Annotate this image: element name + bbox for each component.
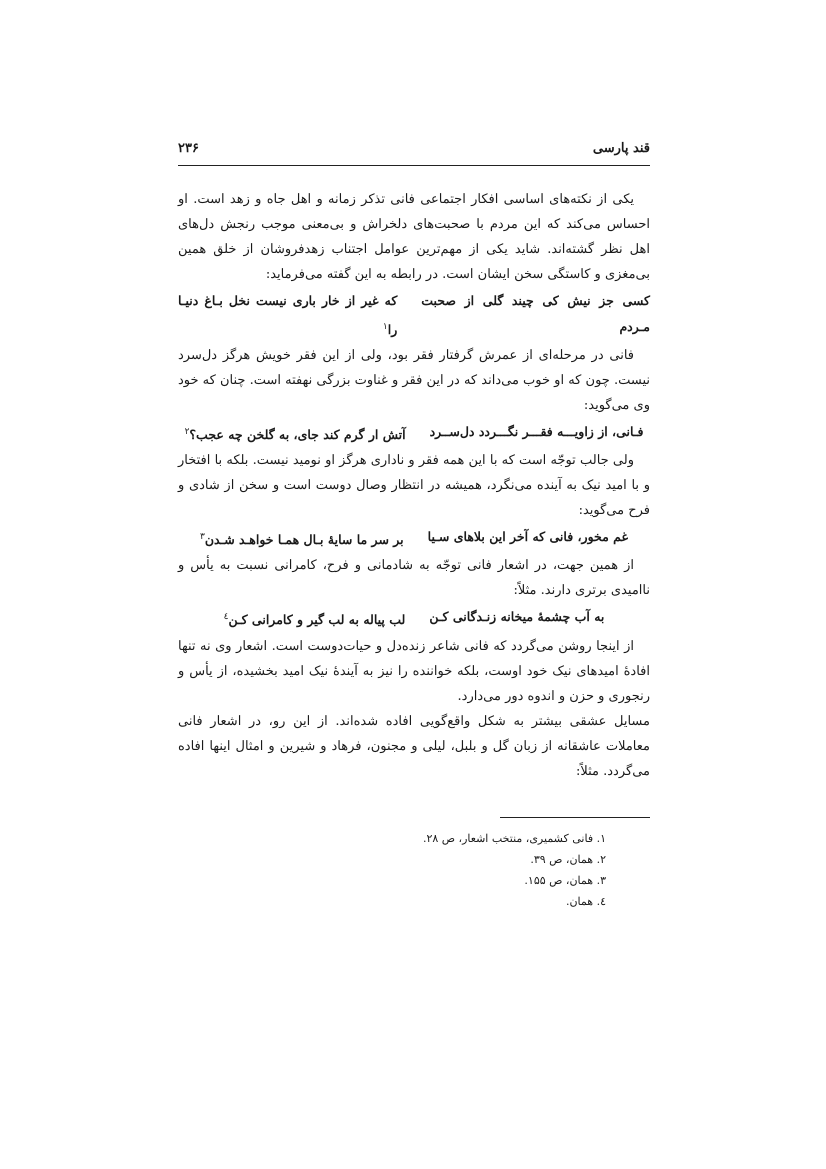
book-page bbox=[178, 0, 650, 1169]
page-header bbox=[178, 141, 650, 166]
verse-1-hemistich-2: که غیر از خار باری نیست نخل بـاغ دنیـا را$^۱$ bbox=[178, 293, 398, 338]
footnote-separator bbox=[500, 817, 650, 818]
verse-4 bbox=[178, 604, 650, 633]
verse-4-hemistich-1: به آب چشمهٔ میخانه زنـدگانی کـن bbox=[429, 609, 605, 625]
body-text bbox=[178, 187, 650, 784]
paragraph-1: یکی از نکته‌های اساسی افکار اجتماعی فانی تذکر زمانه و اهل جاه و زهد است. او احساس می‌کند که این مردم با صحبت‌های دلخراش و بی‌معنی موجب رنجش دل‌های اهل نظر گشته‌اند. شاید یکی از مهم‌ترین عوامل اجتناب زهدفروشان از خلق همین بی‌مغزی و کاستگی سخن ایشان است. در رابطه به این گفته می‌فرماید: bbox=[178, 192, 650, 282]
verse-3-hemistich-1: غم مخور، فانی که آخر این بلاهای سـیا bbox=[427, 529, 629, 545]
verse-4-hemistich-2: لب پیاله به لب گیر و کامرانی کـن$^٤$ bbox=[223, 612, 406, 628]
footnotes bbox=[206, 828, 606, 912]
footnote-4: ٤. همان. bbox=[565, 895, 606, 908]
footnote-marker-1: ۱ bbox=[382, 322, 388, 332]
paragraph-2: فانی در مرحله‌ای از عمرش گرفتار فقر بود، ولی از این فقر خویش هرگز دل‌سرد نیست. چون که او خوب می‌داند که در این فقر و غناوت بزرگی نهفته است. چنان که خود وی می‌گوید: bbox=[178, 348, 650, 414]
paragraph-6: مسایل عشقی بیشتر به شکل واقع‌گویی افاده شده‌اند. از این رو، در اشعار فانی معاملات عاشقانه از زبان گل و بلبل، لیلی و مجنون، فرهاد و شیرین و امثال اینها افاده می‌گردد. مثلاً: bbox=[178, 713, 650, 779]
paragraph-3: ولی جالب توجّه است که با این همه فقر و ناداری هرگز او نومید نیست. بلکه با افتخار و با امید نیک به آینده می‌نگرد، همیشه در انتظار وصال دوست است و سخن از شادی و فرح می‌گوید: bbox=[178, 453, 650, 519]
verse-3 bbox=[178, 524, 650, 553]
footnote-3: ۳. همان، ص ۱۵۵. bbox=[524, 874, 606, 887]
running-title: قند پارسی bbox=[592, 141, 650, 156]
footnote-2: ۲. همان، ص ۳۹. bbox=[530, 853, 606, 866]
paragraph-5: از اینجا روشن می‌گردد که فانی شاعر زنده‌دل و حیات‌دوست است. اشعار وی نه تنها افادهٔ امیدهای نیک خود اوست، بلکه خواننده را نیز به آیندهٔ نیک امید بخشیده، از یأس و رنجوری و حزن و اندوه دور می‌دارد. bbox=[178, 638, 650, 704]
verse-2 bbox=[178, 419, 650, 448]
footnote-1: ۱. فانی کشمیری، منتخب اشعار، ص ۲۸. bbox=[422, 832, 606, 845]
verse-2-hemistich-1: فـانی، از زاویـــه فقـــر نگـــردد دل‌ســرد bbox=[429, 424, 644, 440]
page-number: ۲۳۶ bbox=[178, 141, 199, 156]
footnote-marker-2: ۲ bbox=[184, 427, 190, 438]
paragraph-4: از همین جهت، در اشعار فانی توجّه به شادمانی و فرح، کامرانی نسبت به یأس و ناامیدی برتری دارند. مثلاً: bbox=[178, 558, 650, 599]
verse-1-hemistich-1: کسی جز نیش کی چیند گلی از صحبت مـردم bbox=[421, 293, 650, 334]
footnote-marker-3: ۳ bbox=[199, 532, 205, 543]
verse-1 bbox=[178, 288, 650, 343]
footnote-marker-4: ٤ bbox=[223, 612, 229, 623]
verse-2-hemistich-2: آتش ار گرم کند جای، به گلخن چه عجب؟$^۲$ bbox=[184, 427, 406, 443]
verse-3-hemistich-2: بر سر ما سایهٔ بـال همـا خواهـد شـدن$^۳$ bbox=[199, 532, 404, 548]
